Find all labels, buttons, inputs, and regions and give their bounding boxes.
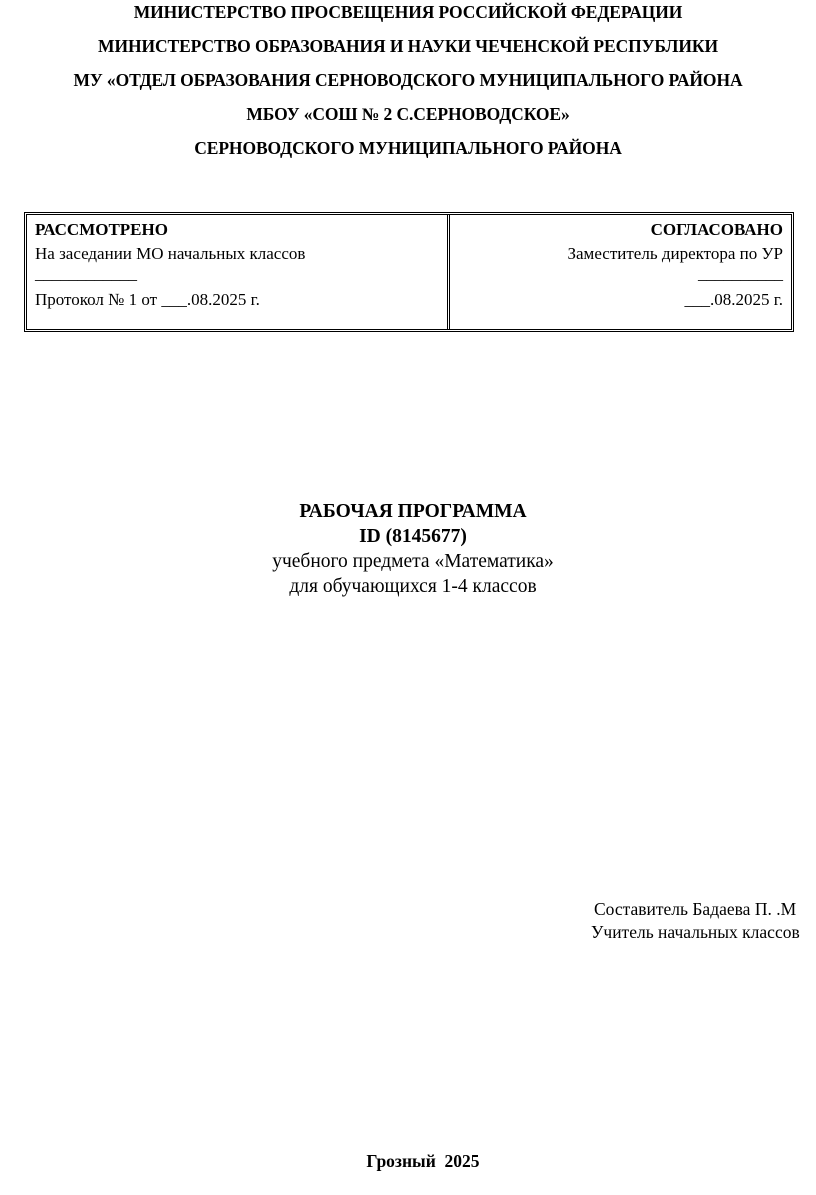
- reviewed-signature-line: ____________: [35, 264, 137, 283]
- approval-table: [24, 212, 794, 332]
- program-title-block: [0, 499, 816, 599]
- city-year: Грозный 2025: [366, 1151, 480, 1171]
- program-subject: учебного предмета «Математика»: [272, 551, 554, 572]
- agreed-signature-line: __________: [698, 264, 783, 283]
- reviewed-meeting-line: На заседании МО начальных классов: [35, 244, 306, 263]
- compiler-name: Составитель Бадаева П. .М: [594, 899, 797, 919]
- ministry-federal-heading: МИНИСТЕРСТВО ПРОСВЕЩЕНИЯ РОССИЙСКОЙ ФЕДЕРАЦИИ: [133, 2, 683, 22]
- agreed-title: СОГЛАСОВАНО: [650, 220, 783, 239]
- compiler-position: Учитель начальных классов: [591, 922, 800, 942]
- approval-divider: [447, 215, 450, 329]
- agreed-date-line: ___.08.2025 г.: [684, 290, 783, 309]
- ministry-regional-heading: МИНИСТЕРСТВО ОБРАЗОВАНИЯ И НАУКИ ЧЕЧЕНСКОЙ РЕСПУБЛИКИ: [98, 36, 718, 56]
- agreed-deputy-line: Заместитель директора по УР: [567, 244, 783, 263]
- program-id: ID (8145677): [359, 526, 467, 547]
- school-name-heading: МБОУ «СОШ № 2 С.СЕРНОВОДСКОЕ»: [246, 104, 570, 124]
- program-title: РАБОЧАЯ ПРОГРАММА: [299, 501, 527, 522]
- reviewed-title: РАССМОТРЕНО: [35, 220, 168, 239]
- reviewed-protocol-line: Протокол № 1 от ___.08.2025 г.: [35, 290, 260, 309]
- district-heading: СЕРНОВОДСКОГО МУНИЦИПАЛЬНОГО РАЙОНА: [194, 138, 622, 158]
- program-audience: для обучающихся 1-4 классов: [289, 576, 537, 597]
- education-department-heading: МУ «ОТДЕЛ ОБРАЗОВАНИЯ СЕРНОВОДСКОГО МУНИЦИПАЛЬНОГО РАЙОНА: [73, 70, 743, 90]
